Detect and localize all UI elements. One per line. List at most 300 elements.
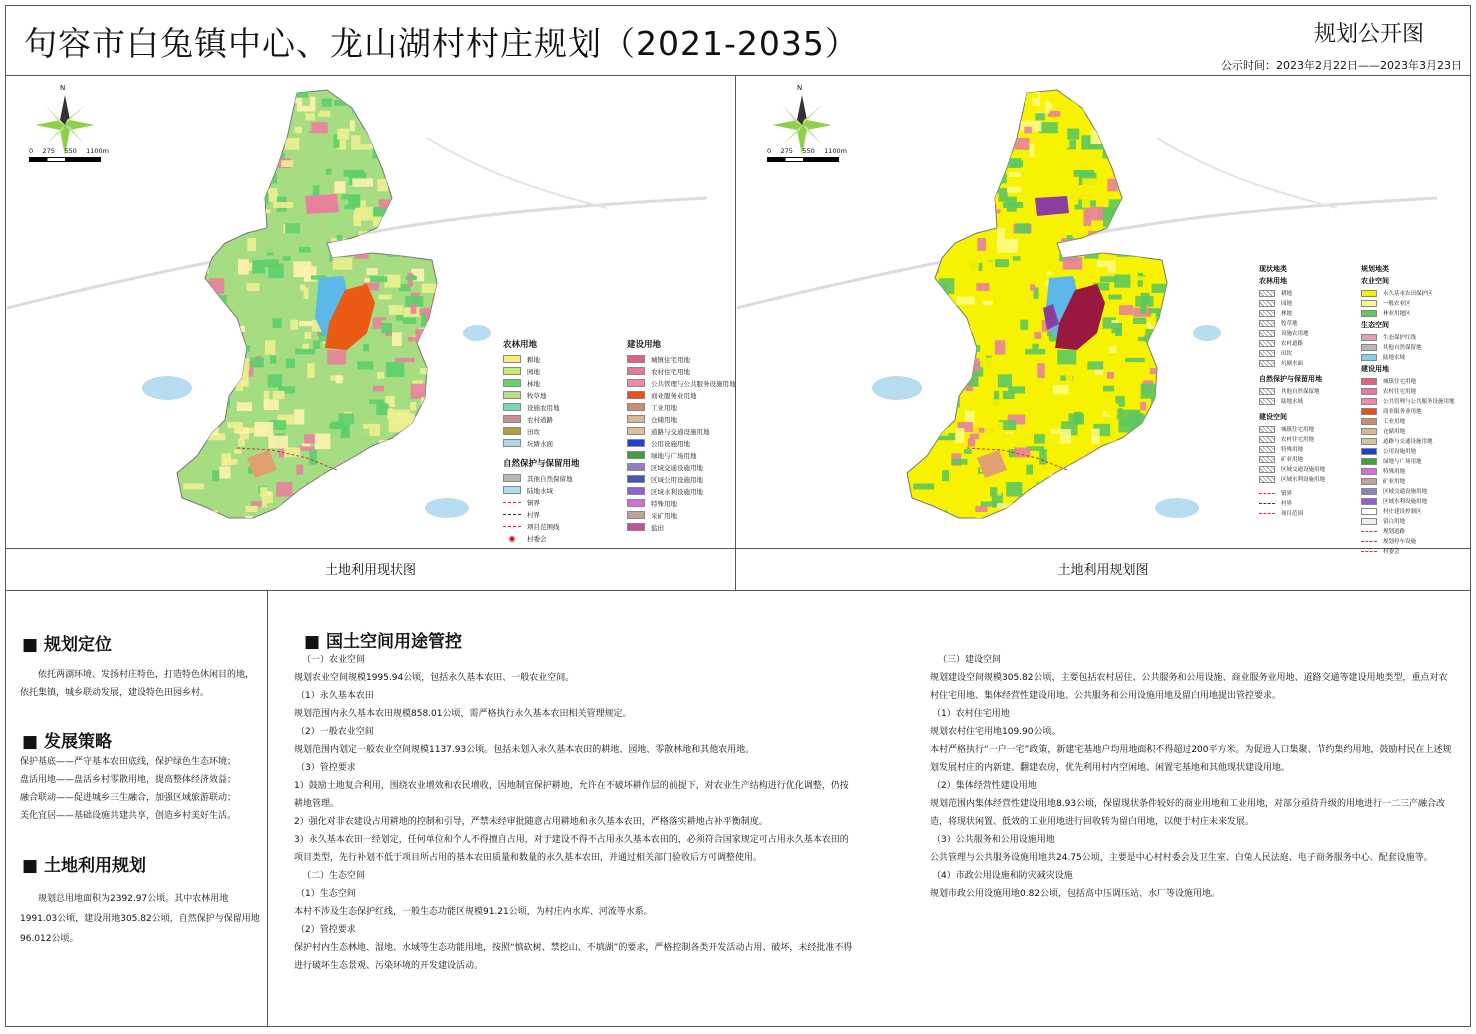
land-parcel bbox=[327, 350, 346, 364]
village-boundary bbox=[907, 90, 1167, 518]
scale-1: 275 bbox=[780, 147, 793, 155]
land-parcel bbox=[998, 188, 1008, 201]
land-parcel bbox=[1100, 511, 1113, 516]
land-parcel bbox=[920, 518, 925, 525]
legend-swatch bbox=[1361, 428, 1377, 435]
legend-item-cur-agri bbox=[1259, 348, 1359, 358]
land-parcel bbox=[234, 449, 242, 453]
land-parcel bbox=[1084, 245, 1098, 259]
land-parcel bbox=[408, 446, 419, 459]
land-parcel bbox=[194, 114, 213, 130]
land-parcel bbox=[264, 399, 279, 410]
legend-swatch bbox=[627, 511, 645, 519]
legend-label: 陆地水域 bbox=[1383, 355, 1406, 361]
land-parcel bbox=[221, 111, 240, 117]
legend-label: 规划道路 bbox=[1383, 529, 1406, 535]
legend-label: 区域水利设施用地 bbox=[651, 487, 703, 496]
land-parcel bbox=[381, 323, 391, 333]
land-parcel bbox=[188, 411, 200, 422]
land-parcel bbox=[211, 194, 224, 201]
land-parcel bbox=[1076, 497, 1082, 509]
land-parcel bbox=[369, 400, 384, 405]
land-parcel bbox=[1134, 253, 1152, 258]
land-parcel bbox=[424, 420, 435, 430]
land-parcel bbox=[212, 304, 221, 310]
scale-0: 0 bbox=[767, 147, 772, 155]
legend-current-types bbox=[1259, 264, 1359, 518]
legend-item-plan-build bbox=[1361, 516, 1466, 526]
legend-line-swatch bbox=[503, 502, 521, 503]
legend-eco-title: 自然保护与保留用地 bbox=[503, 459, 580, 469]
land-parcel bbox=[1112, 488, 1118, 502]
land-parcel bbox=[219, 310, 228, 315]
scale-3: 1100m bbox=[824, 147, 847, 155]
legend-item-cur-agri bbox=[1259, 318, 1359, 328]
legend-label: 农村住宅用地 bbox=[1383, 389, 1417, 395]
land-parcel bbox=[1080, 120, 1085, 131]
land-parcel bbox=[334, 100, 349, 106]
land-parcel bbox=[285, 138, 299, 150]
land-parcel bbox=[219, 381, 229, 395]
land-parcel bbox=[403, 239, 423, 254]
land-parcel bbox=[377, 372, 384, 379]
legend-label: 公用设施用地 bbox=[651, 439, 690, 448]
land-parcel bbox=[1130, 209, 1135, 217]
land-parcel bbox=[433, 435, 453, 442]
land-parcel bbox=[911, 329, 918, 340]
land-parcel bbox=[980, 357, 994, 367]
legend-swatch bbox=[627, 475, 645, 483]
land-parcel bbox=[406, 276, 417, 280]
land-parcel bbox=[208, 403, 222, 419]
legend-line-item bbox=[503, 520, 613, 532]
land-parcel bbox=[180, 304, 192, 315]
land-parcel bbox=[389, 497, 398, 512]
road-line bbox=[1157, 138, 1337, 208]
land-parcel bbox=[907, 520, 912, 534]
land-parcel bbox=[1157, 437, 1169, 442]
land-parcel bbox=[206, 405, 225, 409]
north-label: N bbox=[60, 84, 66, 92]
land-parcel bbox=[277, 187, 292, 193]
land-parcel bbox=[315, 434, 331, 450]
land-parcel bbox=[402, 475, 420, 488]
legend-label: 永久基本农田保护区 bbox=[1383, 291, 1433, 297]
land-parcel bbox=[195, 270, 200, 281]
land-parcel bbox=[255, 194, 268, 205]
land-parcel bbox=[1020, 513, 1040, 518]
legend-item-agri bbox=[503, 425, 613, 437]
land-parcel bbox=[931, 145, 947, 159]
paragraph-line: （4）市政公用设施和防灾减灾设施 bbox=[932, 871, 1073, 881]
land-parcel bbox=[220, 110, 240, 126]
land-parcel bbox=[1158, 231, 1174, 242]
legend-label: 区域交通设施用地 bbox=[1281, 467, 1326, 473]
land-parcel bbox=[238, 438, 245, 446]
legend-swatch bbox=[1361, 478, 1377, 485]
legend-item-plan-build bbox=[1361, 406, 1466, 416]
land-parcel bbox=[183, 484, 204, 490]
legend-swatch bbox=[503, 367, 521, 375]
legend-swatch bbox=[627, 451, 645, 459]
land-parcel bbox=[226, 428, 235, 443]
land-parcel bbox=[196, 109, 208, 121]
land-parcel bbox=[989, 209, 1001, 213]
paragraph-line: （1）农村住宅用地 bbox=[932, 709, 1010, 719]
land-parcel bbox=[1090, 130, 1110, 144]
land-parcel bbox=[417, 148, 430, 156]
land-parcel bbox=[255, 117, 261, 125]
land-parcel bbox=[926, 221, 938, 233]
land-parcel bbox=[1045, 495, 1050, 510]
land-parcel bbox=[379, 440, 397, 454]
land-parcel bbox=[238, 259, 249, 274]
land-parcel bbox=[439, 396, 455, 404]
land-parcel bbox=[373, 217, 383, 227]
land-parcel bbox=[389, 305, 403, 315]
land-parcel bbox=[268, 188, 278, 201]
legend-swatch bbox=[627, 487, 645, 495]
legend-swatch bbox=[503, 415, 521, 423]
land-parcel bbox=[1023, 261, 1041, 277]
land-parcel bbox=[210, 159, 217, 168]
land-parcel bbox=[309, 449, 317, 464]
legend-label: 城镇住宅用地 bbox=[651, 355, 690, 364]
land-parcel bbox=[205, 404, 225, 418]
land-parcel bbox=[1038, 504, 1045, 512]
land-parcel bbox=[373, 386, 384, 392]
legend-label: 镇界 bbox=[527, 498, 540, 507]
land-parcel bbox=[278, 240, 288, 249]
land-parcel bbox=[1093, 94, 1102, 99]
land-parcel bbox=[1151, 313, 1156, 326]
land-parcel bbox=[427, 437, 439, 442]
land-parcel bbox=[183, 172, 201, 177]
paragraph-line: （3）公共服务和公用设施用地 bbox=[932, 835, 1055, 845]
land-parcel bbox=[1047, 511, 1053, 519]
land-parcel bbox=[180, 185, 200, 189]
land-parcel bbox=[967, 402, 982, 411]
village-boundary bbox=[177, 90, 437, 518]
land-parcel bbox=[417, 245, 428, 250]
land-parcel bbox=[237, 371, 248, 386]
legend-swatch bbox=[1259, 320, 1275, 327]
land-parcel bbox=[424, 103, 442, 119]
land-parcel bbox=[296, 465, 303, 475]
land-parcel bbox=[929, 427, 949, 436]
land-parcel bbox=[997, 173, 1007, 183]
legend-line-item bbox=[1361, 536, 1466, 546]
land-parcel bbox=[1129, 101, 1140, 111]
land-parcel bbox=[403, 318, 416, 324]
land-parcel bbox=[994, 134, 1010, 140]
legend-label: 农村住宅用地 bbox=[651, 367, 690, 376]
land-parcel bbox=[931, 510, 948, 516]
land-parcel bbox=[1117, 408, 1123, 420]
land-parcel bbox=[323, 385, 338, 395]
land-parcel bbox=[253, 301, 263, 306]
land-parcel bbox=[947, 153, 955, 160]
land-parcel bbox=[370, 276, 387, 282]
legend-item-agri bbox=[503, 389, 613, 401]
plan-map-caption: 土地利用规划图 bbox=[1057, 563, 1149, 578]
legend-item-build bbox=[627, 449, 737, 461]
land-parcel bbox=[968, 438, 975, 446]
legend-label: 商业服务业用地 bbox=[1383, 409, 1422, 415]
land-parcel bbox=[1097, 268, 1108, 275]
legend-swatch bbox=[503, 403, 521, 411]
residential-shape bbox=[305, 194, 339, 214]
land-parcel bbox=[1040, 518, 1045, 528]
land-parcel bbox=[902, 225, 912, 239]
land-parcel bbox=[1007, 187, 1022, 193]
land-parcel bbox=[243, 169, 258, 173]
scale-2: 550 bbox=[802, 147, 815, 155]
legend-line-item bbox=[1259, 488, 1359, 498]
land-parcel bbox=[1057, 350, 1076, 364]
land-parcel bbox=[1154, 420, 1165, 430]
land-parcel bbox=[290, 513, 310, 518]
legend-swatch bbox=[627, 367, 645, 375]
land-parcel bbox=[998, 436, 1018, 449]
legend-label: 仓储用地 bbox=[1383, 429, 1406, 435]
legend-swatch bbox=[1361, 300, 1377, 307]
land-parcel bbox=[268, 436, 288, 449]
legend-label: 牧草地 bbox=[1281, 321, 1298, 327]
land-parcel bbox=[973, 169, 988, 173]
legend-label: 公共管理与公共服务设施用地 bbox=[1383, 399, 1455, 405]
land-parcel bbox=[1163, 435, 1183, 442]
land-parcel bbox=[926, 150, 937, 165]
land-parcel bbox=[945, 153, 955, 160]
land-parcel bbox=[426, 154, 436, 160]
legend-line-item bbox=[1361, 526, 1466, 536]
legend-label: 坑塘水面 bbox=[527, 439, 553, 448]
legend-label: 林地 bbox=[527, 379, 540, 388]
land-parcel bbox=[1150, 368, 1171, 374]
legend-label: 采矿用地 bbox=[651, 511, 677, 520]
land-parcel bbox=[1020, 320, 1028, 330]
land-parcel bbox=[1147, 148, 1160, 156]
land-parcel bbox=[213, 351, 227, 355]
land-parcel bbox=[1134, 439, 1140, 443]
land-parcel bbox=[367, 268, 378, 275]
land-parcel bbox=[1107, 372, 1114, 379]
land-parcel bbox=[408, 161, 413, 175]
land-parcel bbox=[386, 95, 403, 104]
legend-label: 农村住宅用地 bbox=[1281, 437, 1315, 443]
land-parcel bbox=[1048, 111, 1060, 117]
legend-swatch bbox=[1361, 498, 1377, 505]
land-parcel bbox=[293, 519, 300, 531]
legend-item-build bbox=[627, 497, 737, 509]
land-parcel bbox=[206, 95, 224, 99]
legend-plan-build-title: 建设用地 bbox=[1361, 365, 1389, 373]
land-parcel bbox=[266, 98, 287, 107]
land-parcel bbox=[973, 206, 982, 221]
land-parcel bbox=[399, 101, 410, 111]
legend-label: 其他自然保留地 bbox=[527, 474, 573, 483]
land-parcel bbox=[1142, 238, 1151, 245]
legend-label: 园地 bbox=[1281, 301, 1293, 307]
land-parcel bbox=[1067, 129, 1079, 140]
land-parcel bbox=[360, 240, 379, 253]
land-parcel bbox=[397, 167, 405, 180]
heading-strategy: ■ 发展策略 bbox=[22, 732, 112, 752]
page-title: 句容市白兔镇中心、龙山湖村村庄规划（2021-2035） bbox=[24, 24, 859, 63]
land-parcel bbox=[949, 381, 959, 395]
legend-swatch bbox=[1361, 378, 1377, 385]
land-parcel bbox=[299, 247, 311, 252]
land-parcel bbox=[240, 141, 257, 152]
land-parcel bbox=[926, 109, 938, 121]
land-parcel bbox=[1147, 436, 1153, 446]
north-label: N bbox=[797, 84, 803, 92]
land-parcel bbox=[910, 206, 922, 218]
land-parcel bbox=[427, 127, 438, 132]
land-parcel bbox=[185, 422, 198, 429]
land-parcel bbox=[420, 368, 441, 374]
land-parcel bbox=[319, 474, 328, 483]
land-parcel bbox=[199, 427, 219, 436]
paragraph-line: 3）永久基本农田一经划定，任何单位和个人不得擅自占用，对于建设不得不占用永久基本农田的，必须符合国家规定可占用永久基本农田的项目类型，先行补划不低于项目所占用的基本农田质量和数量的永久基本农田，并通过相关部门验收后方可调整使用。 bbox=[294, 835, 849, 863]
land-parcel bbox=[260, 487, 267, 496]
land-parcel bbox=[245, 506, 257, 512]
land-parcel bbox=[924, 118, 932, 126]
legend-swatch bbox=[1259, 340, 1275, 347]
legend-item-plan-build bbox=[1361, 396, 1466, 406]
land-parcel bbox=[279, 172, 291, 177]
legend-item-plan-build bbox=[1361, 506, 1466, 516]
land-parcel bbox=[1109, 199, 1125, 208]
land-parcel bbox=[1156, 441, 1173, 448]
legend-swatch bbox=[627, 403, 645, 411]
land-parcel bbox=[281, 160, 293, 167]
land-parcel bbox=[357, 361, 373, 369]
land-parcel bbox=[250, 357, 264, 367]
land-parcel bbox=[265, 340, 275, 354]
legend-label: 农村道路 bbox=[1281, 341, 1304, 347]
land-parcel bbox=[910, 185, 930, 189]
land-parcel bbox=[970, 141, 987, 152]
land-parcel bbox=[221, 459, 237, 465]
land-parcel bbox=[196, 288, 204, 293]
land-parcel bbox=[927, 146, 932, 159]
land-parcel bbox=[950, 110, 970, 126]
land-parcel bbox=[197, 146, 202, 159]
land-parcel bbox=[387, 408, 393, 420]
legend-label: 农村道路 bbox=[527, 415, 553, 424]
land-parcel bbox=[1151, 397, 1172, 408]
land-parcel bbox=[1152, 284, 1171, 293]
legend-swatch bbox=[1259, 446, 1275, 453]
legend-plan-title: 规划地类 bbox=[1361, 265, 1389, 273]
land-parcel bbox=[1052, 98, 1062, 106]
land-parcel bbox=[1108, 295, 1121, 300]
land-parcel bbox=[430, 229, 442, 239]
land-parcel bbox=[908, 322, 926, 336]
land-parcel bbox=[433, 91, 445, 102]
legend-swatch bbox=[1259, 436, 1275, 443]
land-parcel bbox=[1129, 187, 1143, 197]
land-parcel bbox=[421, 313, 426, 326]
legend-item-cur-eco bbox=[1259, 386, 1359, 396]
land-parcel bbox=[204, 171, 214, 176]
paragraph-line: （2）管控要求 bbox=[296, 925, 356, 935]
scale-0: 0 bbox=[29, 147, 34, 155]
legend-item-build bbox=[627, 353, 737, 365]
legend-swatch bbox=[627, 463, 645, 471]
land-parcel bbox=[1169, 413, 1189, 425]
heading-control: ■ 国土空间用途管控 bbox=[304, 632, 462, 652]
legend-swatch bbox=[1259, 300, 1275, 307]
paragraph-line: （2）集体经营性建设用地 bbox=[932, 781, 1037, 791]
land-parcel bbox=[1168, 203, 1174, 216]
paragraph-line: （3）管控要求 bbox=[296, 763, 356, 773]
land-parcel bbox=[987, 113, 1003, 119]
land-parcel bbox=[355, 492, 363, 505]
legend-line-swatch bbox=[1361, 541, 1377, 542]
land-parcel bbox=[229, 173, 247, 183]
land-parcel bbox=[1029, 247, 1041, 252]
legend-swatch bbox=[1361, 438, 1377, 445]
land-parcel bbox=[976, 283, 989, 291]
public-badge: 规划公开图 bbox=[1314, 22, 1425, 47]
land-parcel bbox=[1133, 318, 1146, 324]
land-parcel bbox=[426, 441, 443, 448]
land-parcel bbox=[942, 470, 949, 481]
land-parcel bbox=[322, 98, 332, 106]
land-parcel bbox=[187, 302, 205, 315]
land-parcel bbox=[251, 156, 258, 164]
land-parcel bbox=[1039, 522, 1049, 536]
land-parcel bbox=[349, 91, 354, 97]
legend-swatch bbox=[1361, 310, 1377, 317]
land-parcel bbox=[1025, 349, 1045, 354]
land-parcel bbox=[915, 419, 925, 423]
legend-label: 矿业用地 bbox=[1281, 457, 1304, 463]
strategy-item: 保护基底——严守基本农田底线，保护绿色生态环境； bbox=[20, 757, 237, 767]
legend-swatch bbox=[627, 391, 645, 399]
land-parcel bbox=[1117, 213, 1124, 217]
land-parcel bbox=[941, 194, 954, 201]
land-parcel bbox=[925, 270, 930, 281]
legend-swatch bbox=[503, 355, 521, 363]
land-parcel bbox=[1168, 104, 1188, 118]
land-parcel bbox=[378, 295, 391, 300]
legend-swatch bbox=[1361, 408, 1377, 415]
legend-item-plan-eco bbox=[1361, 342, 1466, 352]
land-parcel bbox=[1013, 256, 1021, 260]
land-parcel bbox=[1111, 323, 1121, 333]
land-parcel bbox=[210, 415, 221, 419]
legend-label: 陆地水域 bbox=[1281, 399, 1304, 405]
lake-shape bbox=[1155, 498, 1199, 518]
legend-swatch bbox=[1259, 310, 1275, 317]
legend-item-build bbox=[627, 521, 737, 533]
land-parcel bbox=[926, 288, 934, 293]
land-parcel bbox=[1071, 194, 1090, 199]
legend-item-build bbox=[627, 389, 737, 401]
legend-swatch bbox=[1361, 448, 1377, 455]
legend-swatch bbox=[1361, 290, 1377, 297]
land-parcel bbox=[227, 358, 234, 366]
legend-item-agri bbox=[503, 377, 613, 389]
land-parcel bbox=[422, 284, 441, 293]
legend-label: 特殊用地 bbox=[651, 499, 677, 508]
legend-label: 盐田 bbox=[651, 523, 664, 532]
control-text bbox=[284, 651, 854, 975]
